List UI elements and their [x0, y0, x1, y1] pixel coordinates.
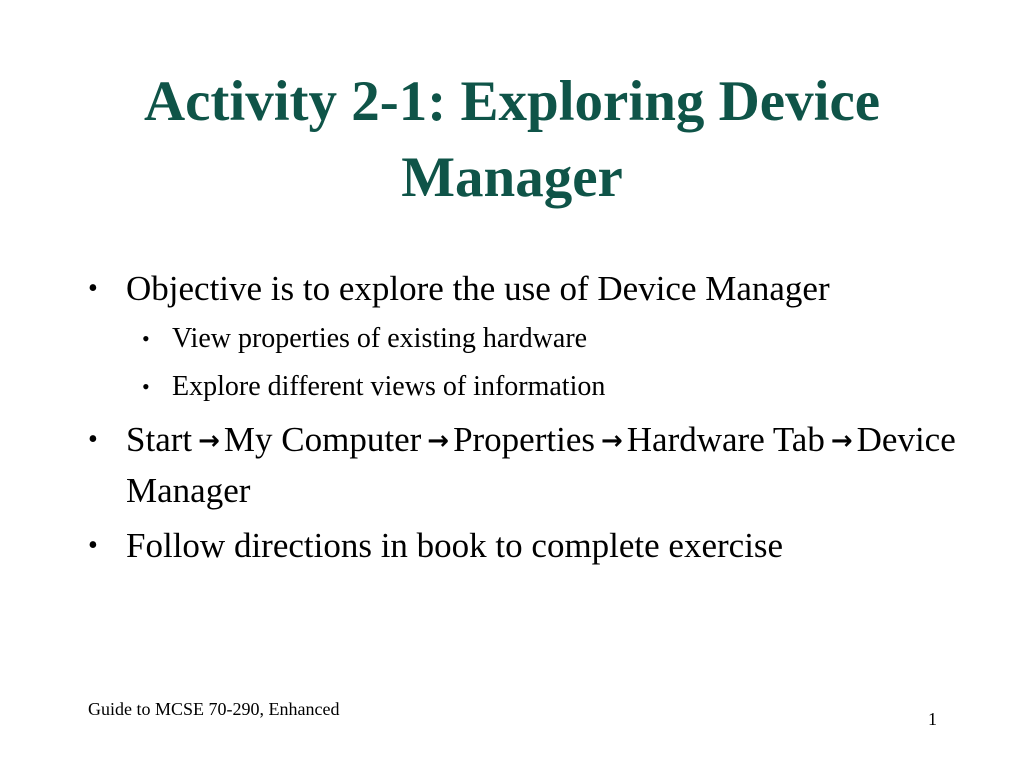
path-properties: Properties: [453, 420, 595, 459]
bullet-objective: [88, 264, 958, 313]
right-arrow-icon: →: [198, 426, 220, 456]
sub-bullet-explore-views: [88, 367, 958, 407]
slide-title-line-1: Activity 2-1: Exploring Device: [143, 70, 881, 133]
slide-title-line-2: Manager: [401, 146, 623, 209]
right-arrow-icon: →: [600, 426, 623, 456]
bullet-navigation-path: [88, 415, 958, 515]
footer-text: Guide to MCSE 70-290, Enhanced: [88, 699, 340, 719]
bullet-marker: •: [88, 273, 98, 304]
bullet-list: [88, 264, 958, 576]
path-start: Start: [126, 420, 193, 459]
bullet-marker: •: [142, 374, 150, 399]
page-number: 1: [928, 709, 937, 729]
path-device-manager: Device Manager: [126, 420, 956, 510]
sub-bullet-text: Explore different views of information: [172, 371, 606, 402]
bullet-text: Objective is to explore the use of Device Manager: [126, 269, 830, 308]
sub-bullet-view-properties: [88, 319, 958, 359]
sub-bullet-text: View properties of existing hardware: [172, 323, 588, 354]
bullet-marker: •: [142, 326, 150, 351]
path-my-computer: My Computer: [223, 420, 422, 459]
right-arrow-icon: →: [427, 426, 450, 456]
bullet-marker: •: [88, 530, 98, 561]
bullet-follow-directions: [88, 521, 958, 570]
bullet-text: Follow directions in book to complete exercise: [126, 526, 784, 565]
path-hardware-tab: Hardware Tab: [626, 420, 825, 459]
right-arrow-icon: →: [830, 426, 853, 456]
slide-title: [60, 64, 964, 216]
bullet-marker: •: [88, 424, 98, 455]
